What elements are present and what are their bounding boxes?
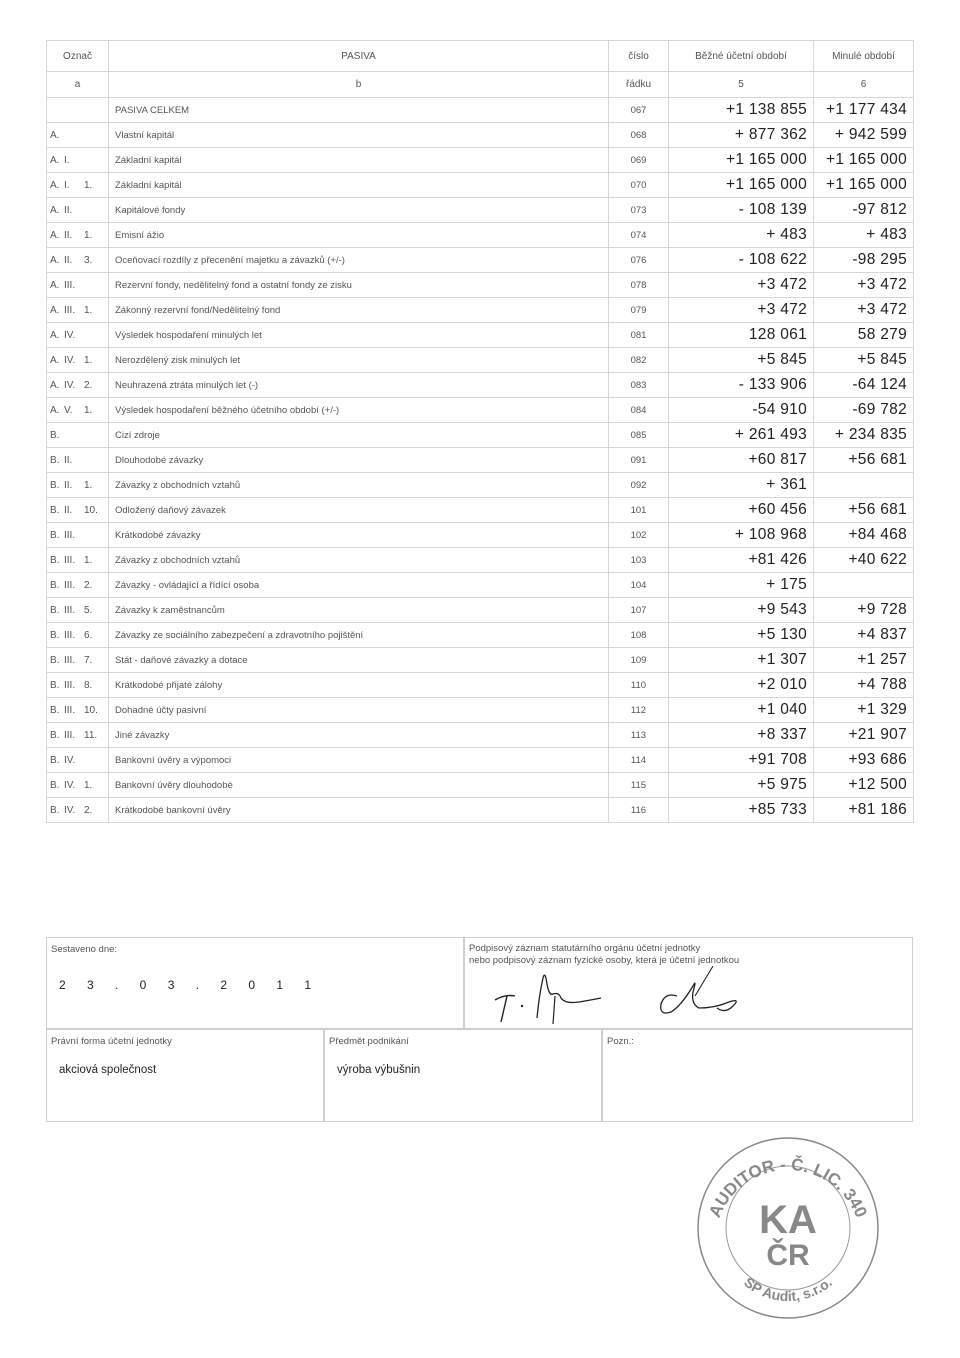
table-row (47, 248, 914, 273)
row-label: Výsledek hospodaření běžného účetního období (+/-) (109, 398, 609, 423)
row-label: Odložený daňový závazek (109, 498, 609, 523)
table-row (47, 623, 914, 648)
table-row (47, 373, 914, 398)
row-number: 078 (609, 273, 669, 298)
row-mark-m2: IV. (64, 329, 76, 341)
row-mark (47, 723, 109, 748)
row-label: PASIVA CELKEM (109, 98, 609, 123)
row-mark-m1: B. (50, 529, 60, 541)
row-mark-m2: V. (64, 404, 73, 416)
header-pasiva: PASIVA (109, 41, 609, 72)
row-mark-m3: 1. (84, 304, 93, 316)
row-mark-m1: A. (50, 154, 60, 166)
header-row-number (609, 41, 669, 72)
balance-sheet-rows (47, 98, 914, 823)
row-mark-m2: II. (64, 454, 73, 466)
row-number: 085 (609, 423, 669, 448)
row-mark-m2: IV. (64, 804, 76, 816)
row-mark-m1: A. (50, 304, 60, 316)
previous-period-value: +12 500 (814, 773, 914, 798)
row-mark-m1: B. (50, 454, 60, 466)
header-previous-number: 6 (814, 72, 914, 98)
row-number: 116 (609, 798, 669, 823)
row-mark (47, 198, 109, 223)
row-mark (47, 173, 109, 198)
previous-period-value: +4 788 (814, 673, 914, 698)
row-mark-m2: II. (64, 204, 73, 216)
header-pasiva-letter: b (109, 72, 609, 98)
stamp-logo-bottom: ČR (766, 1239, 810, 1272)
previous-period-value: +93 686 (814, 748, 914, 773)
row-number: 109 (609, 648, 669, 673)
table-row (47, 723, 914, 748)
row-mark-m3: 2. (84, 804, 93, 816)
current-period-value: + 108 968 (669, 523, 814, 548)
current-period-value: +2 010 (669, 673, 814, 698)
row-mark-m1: A. (50, 129, 60, 141)
row-number: 081 (609, 323, 669, 348)
row-mark-m3: 2. (84, 379, 93, 391)
current-period-value: +1 138 855 (669, 98, 814, 123)
current-period-value: +60 456 (669, 498, 814, 523)
row-mark-m2: III. (64, 629, 76, 641)
row-number: 067 (609, 98, 669, 123)
row-mark-m3: 1. (84, 179, 93, 191)
table-row (47, 748, 914, 773)
row-mark-m1: B. (50, 704, 60, 716)
note-label: Pozn.: (607, 1036, 634, 1047)
current-period-value: +9 543 (669, 598, 814, 623)
row-mark-m3: 8. (84, 679, 93, 691)
row-mark (47, 748, 109, 773)
handwritten-signature (479, 956, 779, 1026)
current-period-value: +85 733 (669, 798, 814, 823)
current-period-value: +3 472 (669, 298, 814, 323)
row-mark-m1: B. (50, 779, 60, 791)
row-number: 074 (609, 223, 669, 248)
row-mark-m1: A. (50, 254, 60, 266)
row-mark-m3: 7. (84, 654, 93, 666)
current-period-value: -54 910 (669, 398, 814, 423)
row-label: Zákonný rezervní fond/Nedělitelný fond (109, 298, 609, 323)
previous-period-value: +3 472 (814, 273, 914, 298)
row-label: Krátkodobé bankovní úvěry (109, 798, 609, 823)
current-period-value: - 133 906 (669, 373, 814, 398)
previous-period-value: +56 681 (814, 498, 914, 523)
row-mark (47, 798, 109, 823)
table-row (47, 648, 914, 673)
header-row-number-line2: řádku (609, 72, 669, 98)
row-mark-m3: 1. (84, 354, 93, 366)
previous-period-value: + 942 599 (814, 123, 914, 148)
table-row (47, 198, 914, 223)
current-period-value: +8 337 (669, 723, 814, 748)
row-mark-m2: IV. (64, 354, 76, 366)
row-mark-m3: 3. (84, 254, 93, 266)
current-period-value: +5 845 (669, 348, 814, 373)
signature-label-line2: nebo podpisový záznam fyzické osoby, která je účetní jednotkou (469, 955, 740, 966)
row-mark (47, 398, 109, 423)
row-number: 069 (609, 148, 669, 173)
row-number: 083 (609, 373, 669, 398)
row-mark (47, 698, 109, 723)
row-mark-m2: III. (64, 729, 76, 741)
previous-period-value: + 483 (814, 223, 914, 248)
row-label: Oceňovací rozdíly z přecenění majetku a závazků (+/-) (109, 248, 609, 273)
row-label: Cizí zdroje (109, 423, 609, 448)
row-number: 101 (609, 498, 669, 523)
row-mark (47, 473, 109, 498)
row-mark-m1: A. (50, 179, 60, 191)
row-label: Závazky z obchodních vztahů (109, 548, 609, 573)
row-mark-m3: 1. (84, 479, 93, 491)
previous-period-value: +5 845 (814, 348, 914, 373)
row-number: 079 (609, 298, 669, 323)
stamp-ring-text: AUDITOR - Č. LIC. 340 (705, 1154, 871, 1221)
row-mark-m1: A. (50, 379, 60, 391)
row-label: Závazky - ovládající a řídící osoba (109, 573, 609, 598)
previous-period-value: +4 837 (814, 623, 914, 648)
row-mark (47, 373, 109, 398)
row-number: 104 (609, 573, 669, 598)
row-mark-m2: III. (64, 704, 76, 716)
row-mark-m2: IV. (64, 779, 76, 791)
row-mark (47, 573, 109, 598)
row-mark (47, 548, 109, 573)
row-mark-m1: B. (50, 604, 60, 616)
row-mark-m2: II. (64, 254, 73, 266)
header-row-number-line1: číslo (628, 50, 649, 62)
current-period-value: + 261 493 (669, 423, 814, 448)
current-period-value: +1 165 000 (669, 173, 814, 198)
row-label: Základní kapitál (109, 148, 609, 173)
row-mark-m1: A. (50, 329, 60, 341)
table-row (47, 698, 914, 723)
previous-period-value: +3 472 (814, 298, 914, 323)
current-period-value: +3 472 (669, 273, 814, 298)
row-mark-m1: A. (50, 204, 60, 216)
row-label: Vlastní kapitál (109, 123, 609, 148)
footer-section (46, 937, 913, 1122)
stamp-logo-top: KA (759, 1198, 817, 1242)
row-mark-m1: B. (50, 554, 60, 566)
table-row (47, 348, 914, 373)
row-mark-m3: 2. (84, 579, 93, 591)
row-label: Jiné závazky (109, 723, 609, 748)
row-mark-m2: III. (64, 579, 76, 591)
current-period-value: + 361 (669, 473, 814, 498)
row-label: Emisní ážio (109, 223, 609, 248)
previous-period-value: + 234 835 (814, 423, 914, 448)
row-number: 082 (609, 348, 669, 373)
note-box (602, 1029, 913, 1122)
table-row (47, 548, 914, 573)
stamp-bottom-text: SP Audit, s.r.o. (741, 1273, 835, 1305)
table-row (47, 523, 914, 548)
previous-period-value: +1 165 000 (814, 148, 914, 173)
row-mark (47, 448, 109, 473)
row-mark-m3: 1. (84, 229, 93, 241)
table-row (47, 123, 914, 148)
current-period-value: - 108 139 (669, 198, 814, 223)
business-value: výroba výbušnin (337, 1064, 421, 1076)
row-mark-m3: 6. (84, 629, 93, 641)
row-mark (47, 648, 109, 673)
business-box (324, 1029, 602, 1122)
row-number: 102 (609, 523, 669, 548)
row-label: Rezervní fondy, nedělitelný fond a ostatní fondy ze zisku (109, 273, 609, 298)
row-label: Krátkodobé závazky (109, 523, 609, 548)
previous-period-value (814, 473, 914, 498)
current-period-value: +5 130 (669, 623, 814, 648)
row-mark (47, 423, 109, 448)
row-number: 115 (609, 773, 669, 798)
table-row (47, 473, 914, 498)
row-label: Stát - daňové závazky a dotace (109, 648, 609, 673)
row-mark-m2: III. (64, 529, 76, 541)
row-mark-m2: IV. (64, 379, 76, 391)
row-mark-m2: II. (64, 229, 73, 241)
row-label: Neuhrazená ztráta minulých let (-) (109, 373, 609, 398)
row-mark-m2: III. (64, 304, 76, 316)
row-mark-m1: B. (50, 754, 60, 766)
current-period-value: +81 426 (669, 548, 814, 573)
current-period-value: + 483 (669, 223, 814, 248)
row-mark-m1: B. (50, 804, 60, 816)
compiled-date-label: Sestaveno dne: (51, 944, 118, 955)
table-row (47, 273, 914, 298)
previous-period-value: +1 177 434 (814, 98, 914, 123)
row-number: 112 (609, 698, 669, 723)
row-mark-m1: B. (50, 479, 60, 491)
previous-period-value: -98 295 (814, 248, 914, 273)
row-label: Kapitálové fondy (109, 198, 609, 223)
table-row (47, 798, 914, 823)
previous-period-value: -97 812 (814, 198, 914, 223)
header-current-number: 5 (669, 72, 814, 98)
current-period-value: - 108 622 (669, 248, 814, 273)
current-period-value: + 877 362 (669, 123, 814, 148)
row-mark-m1: B. (50, 729, 60, 741)
row-mark-m3: 1. (84, 404, 93, 416)
table-row (47, 148, 914, 173)
row-number: 076 (609, 248, 669, 273)
header-mark-letter: a (47, 72, 109, 98)
row-label: Bankovní úvěry dlouhodobé (109, 773, 609, 798)
row-mark-m3: 1. (84, 779, 93, 791)
row-label: Krátkodobé přijaté zálohy (109, 673, 609, 698)
row-mark-m3: 10. (84, 504, 98, 516)
current-period-value: +1 040 (669, 698, 814, 723)
row-mark (47, 323, 109, 348)
row-mark (47, 98, 109, 123)
row-mark-m2: III. (64, 279, 76, 291)
row-mark-m1: A. (50, 279, 60, 291)
auditor-stamp (693, 1133, 883, 1323)
row-number: 114 (609, 748, 669, 773)
row-number: 107 (609, 598, 669, 623)
row-number: 073 (609, 198, 669, 223)
row-label: Závazky z obchodních vztahů (109, 473, 609, 498)
row-mark-m2: II. (64, 504, 73, 516)
row-mark-m2: I. (64, 179, 70, 191)
row-number: 084 (609, 398, 669, 423)
table-row (47, 223, 914, 248)
row-mark-m2: III. (64, 679, 76, 691)
table-row (47, 298, 914, 323)
table-row (47, 398, 914, 423)
legal-form-box (46, 1029, 324, 1122)
row-mark (47, 148, 109, 173)
current-period-value: 128 061 (669, 323, 814, 348)
row-number: 110 (609, 673, 669, 698)
table-row (47, 448, 914, 473)
row-mark (47, 598, 109, 623)
row-mark (47, 523, 109, 548)
row-number: 070 (609, 173, 669, 198)
row-mark-m2: III. (64, 554, 76, 566)
signature-label-line1: Podpisový záznam statutárního orgánu účetní jednotky (469, 943, 701, 954)
current-period-value: +1 307 (669, 648, 814, 673)
row-mark (47, 623, 109, 648)
row-label: Závazky k zaměstnancům (109, 598, 609, 623)
row-number: 091 (609, 448, 669, 473)
row-number: 108 (609, 623, 669, 648)
current-period-value: +60 817 (669, 448, 814, 473)
previous-period-value: +1 329 (814, 698, 914, 723)
current-period-value: +91 708 (669, 748, 814, 773)
table-row (47, 423, 914, 448)
previous-period-value: -69 782 (814, 398, 914, 423)
business-label: Předmět podnikání (329, 1036, 409, 1047)
row-mark (47, 298, 109, 323)
table-row (47, 98, 914, 123)
table-row (47, 673, 914, 698)
row-number: 113 (609, 723, 669, 748)
row-mark-m1: B. (50, 504, 60, 516)
current-period-value: + 175 (669, 573, 814, 598)
previous-period-value (814, 573, 914, 598)
row-mark (47, 273, 109, 298)
table-row (47, 173, 914, 198)
row-mark-m3: 10. (84, 704, 98, 716)
row-label: Bankovní úvěry a výpomoci (109, 748, 609, 773)
row-mark (47, 223, 109, 248)
table-row (47, 323, 914, 348)
row-mark-m1: A. (50, 229, 60, 241)
previous-period-value: +81 186 (814, 798, 914, 823)
previous-period-value: +9 728 (814, 598, 914, 623)
table-row (47, 598, 914, 623)
row-mark-m1: A. (50, 354, 60, 366)
previous-period-value: -64 124 (814, 373, 914, 398)
table-row (47, 573, 914, 598)
row-label: Základní kapitál (109, 173, 609, 198)
row-label: Dlouhodobé závazky (109, 448, 609, 473)
previous-period-value: 58 279 (814, 323, 914, 348)
previous-period-value: +40 622 (814, 548, 914, 573)
previous-period-value: +56 681 (814, 448, 914, 473)
balance-sheet-table (46, 40, 914, 823)
row-mark-m2: III. (64, 654, 76, 666)
row-mark-m3: 11. (84, 729, 98, 741)
row-mark-m1: B. (50, 654, 60, 666)
row-number: 103 (609, 548, 669, 573)
compiled-date-box (46, 937, 464, 1029)
row-label: Závazky ze sociálního zabezpečení a zdravotního pojištění (109, 623, 609, 648)
row-mark-m3: 5. (84, 604, 93, 616)
row-mark-m1: A. (50, 404, 60, 416)
row-label: Nerozdělený zisk minulých let (109, 348, 609, 373)
row-mark (47, 673, 109, 698)
row-mark (47, 498, 109, 523)
row-label: Výsledek hospodaření minulých let (109, 323, 609, 348)
row-mark-m1: B. (50, 579, 60, 591)
row-number: 092 (609, 473, 669, 498)
row-mark-m2: III. (64, 604, 76, 616)
legal-form-value: akciová společnost (59, 1064, 157, 1076)
signature-box (464, 937, 913, 1029)
previous-period-value: +21 907 (814, 723, 914, 748)
header-mark: Označ (47, 41, 109, 72)
compiled-date-value: 2 3 . 0 3 . 2 0 1 1 (59, 978, 321, 992)
row-mark-m2: I. (64, 154, 70, 166)
row-mark-m1: B. (50, 679, 60, 691)
header-current-period: Běžné účetní období (669, 41, 814, 72)
current-period-value: +1 165 000 (669, 148, 814, 173)
table-row (47, 498, 914, 523)
row-mark (47, 123, 109, 148)
row-mark-m3: 1. (84, 554, 93, 566)
row-mark-m1: B. (50, 629, 60, 641)
row-mark (47, 248, 109, 273)
row-mark-m2: II. (64, 479, 73, 491)
legal-form-label: Právní forma účetní jednotky (51, 1036, 172, 1047)
row-mark-m1: B. (50, 429, 60, 441)
current-period-value: +5 975 (669, 773, 814, 798)
row-label: Dohadné účty pasivní (109, 698, 609, 723)
previous-period-value: +84 468 (814, 523, 914, 548)
previous-period-value: +1 257 (814, 648, 914, 673)
row-mark (47, 773, 109, 798)
row-number: 068 (609, 123, 669, 148)
header-previous-period: Minulé období (814, 41, 914, 72)
row-mark (47, 348, 109, 373)
row-mark-m2: IV. (64, 754, 76, 766)
previous-period-value: +1 165 000 (814, 173, 914, 198)
table-row (47, 773, 914, 798)
